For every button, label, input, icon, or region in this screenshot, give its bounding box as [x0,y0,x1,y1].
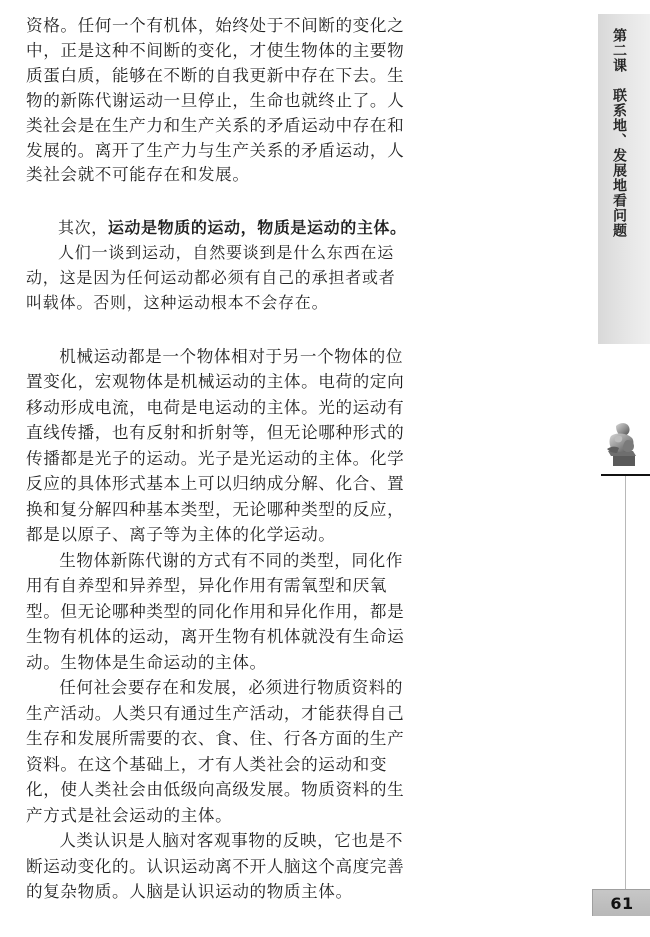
margin-vertical-rule [625,476,626,896]
lead-bold: 运动是物质的运动，物质是运动的主体。 [107,218,407,238]
paragraph-2: 人们一谈到运动，自然要谈到是什么东西在运动，这是因为任何运动都必须有自己的承担者或者叫载体。否则，这种运动根本不会存在。 [26,243,396,313]
paragraph-5: 任何社会要存在和发展，必须进行物质资料的生产活动。人类只有通过生产活动，才能获得自己生存和发展所需要的衣、食、住、行各方面的生产资料。在这个基础上，才有人类社会的运动和变化，使人类社会由低级向高级发展。物质资料的生产方式是社会运动的主体。 [26,678,405,825]
chapter-sidebar-tab [598,14,650,344]
thinker-statue-icon [600,418,648,470]
main-text [26,14,408,905]
lead-prefix: 其次， [58,218,108,238]
paragraph-3: 机械运动都是一个物体相对于另一个物体的位置变化，宏观物体是机械运动的主体。电荷的定向移动形成电流，电荷是电运动的主体。光的运动有直线传播，也有反射和折射等，但无论哪种形式的传播都是光子的运动。光子是光运动的主体。化学反应的具体形式基本上可以归纳成分解、化合、置换和复分解四种基本类型，无论哪种类型的反应，都是以原子、离子等为主体的化学运动。 [26,346,405,545]
lead-paragraph [26,216,408,241]
page-number-badge: 61 [592,889,650,916]
paragraph-4: 生物体新陈代谢的方式有不同的类型，同化作用有自养型和异养型，异化作用有需氧型和厌氧型。但无论哪种类型的同化作用和异化作用，都是生物有机体的运动，离开生物有机体就没有生命运动。生物体是生命运动的主体。 [26,550,405,672]
chapter-tab-title: 第二课 联系地、发展地看问题 [611,28,627,238]
paragraph-6: 人类认识是人脑对客观事物的反映，它也是不断运动变化的。认识运动离不开人脑这个高度完善的复杂物质。人脑是认识运动的物质主体。 [26,831,405,902]
paragraph-1: 资格。任何一个有机体，始终处于不间断的变化之中，正是这种不间断的变化，才使生物体的主要物质蛋白质，能够在不断的自我更新中存在下去。生物的新陈代谢运动一旦停止，生命也就终止了。人类社会是在生产力和生产关系的矛盾运动中存在和发展的。离开了生产力与生产关系的矛盾运动，人类社会就不可能存在和发展。 [26,16,405,185]
